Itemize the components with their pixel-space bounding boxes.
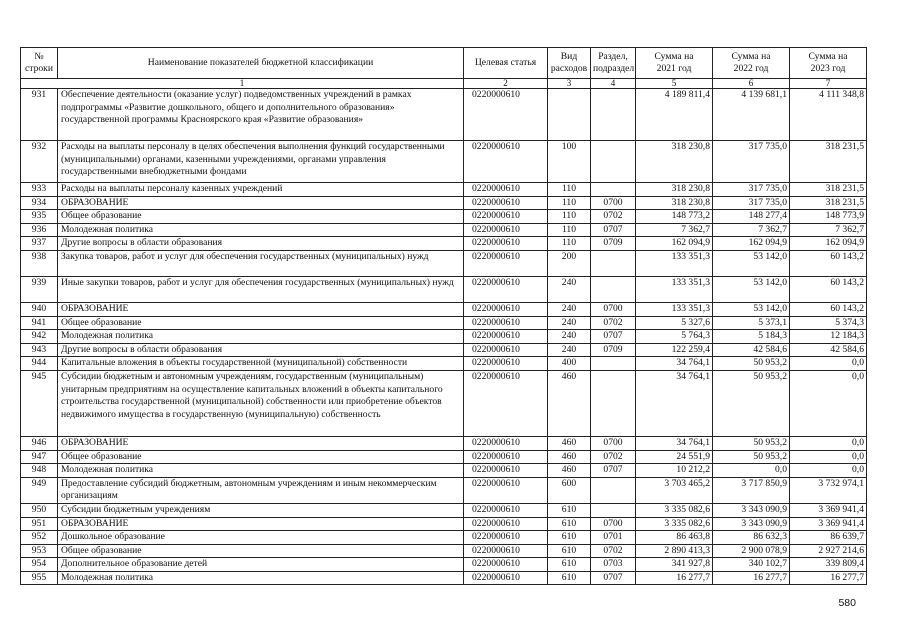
row-section: [591, 89, 636, 141]
row-target-code: 0220000610: [464, 276, 548, 302]
row-section: 0702: [591, 450, 636, 464]
row-number: 931: [21, 89, 58, 141]
row-name: Общее образование: [58, 450, 464, 464]
row-name: Расходы на выплаты персоналу в целях обеспечения выполнения функций государственными (муниципальными) органами, казенными учреждениями, органами управления государственными внебюджетными фондами: [58, 141, 464, 183]
row-expense-type: 200: [548, 250, 591, 276]
row-name: Общее образование: [58, 210, 464, 224]
row-name: Дошкольное образование: [58, 531, 464, 545]
row-section: [591, 276, 636, 302]
row-number: 938: [21, 250, 58, 276]
table-row: [21, 316, 867, 330]
row-sum-2023: 3 369 941,4: [790, 517, 867, 531]
row-expense-type: 600: [548, 477, 591, 503]
row-name: Общее образование: [58, 316, 464, 330]
row-name: Закупка товаров, работ и услуг для обеспечения государственных (муниципальных) нужд: [58, 250, 464, 276]
row-name: Молодежная политика: [58, 223, 464, 237]
table-row: [21, 544, 867, 558]
row-target-code: 0220000610: [464, 477, 548, 503]
row-sum-2021: 3 335 082,6: [636, 503, 713, 517]
row-number: 947: [21, 450, 58, 464]
row-target-code: 0220000610: [464, 250, 548, 276]
row-sum-2021: 7 362,7: [636, 223, 713, 237]
row-sum-2023: 5 374,3: [790, 316, 867, 330]
row-name: Капитальные вложения в объекты государственной (муниципальной) собственности: [58, 357, 464, 371]
row-target-code: 0220000610: [464, 210, 548, 224]
row-sum-2022: 53 142,0: [713, 276, 790, 302]
table-row: [21, 477, 867, 503]
table-row: [21, 210, 867, 224]
row-target-code: 0220000610: [464, 544, 548, 558]
row-section: 0707: [591, 223, 636, 237]
row-sum-2023: 2 927 214,6: [790, 544, 867, 558]
row-name: ОБРАЗОВАНИЕ: [58, 302, 464, 316]
column-index-2: 2: [464, 79, 548, 89]
row-name: ОБРАЗОВАНИЕ: [58, 196, 464, 210]
row-target-code: 0220000610: [464, 571, 548, 585]
row-expense-type: 110: [548, 210, 591, 224]
column-index-1: 1: [21, 79, 464, 89]
table-row: [21, 370, 867, 436]
row-expense-type: 240: [548, 316, 591, 330]
row-target-code: 0220000610: [464, 464, 548, 478]
table-row: [21, 531, 867, 545]
row-name: Молодежная политика: [58, 330, 464, 344]
column-index-6: 6: [713, 79, 790, 89]
row-expense-type: 400: [548, 357, 591, 371]
page-number: 580: [838, 597, 856, 609]
table-row: [21, 223, 867, 237]
row-number: 945: [21, 370, 58, 436]
table-row: [21, 343, 867, 357]
row-sum-2023: 0,0: [790, 436, 867, 450]
row-sum-2023: 0,0: [790, 464, 867, 478]
header-code: Целевая статья: [464, 48, 548, 79]
row-target-code: 0220000610: [464, 196, 548, 210]
row-sum-2021: 5 764,3: [636, 330, 713, 344]
row-sum-2022: 317 735,0: [713, 196, 790, 210]
row-sum-2022: 50 953,2: [713, 370, 790, 436]
header-name: Наименование показателей бюджетной классификации: [58, 48, 464, 79]
row-sum-2021: 5 327,6: [636, 316, 713, 330]
row-sum-2023: 3 369 941,4: [790, 503, 867, 517]
table-row: [21, 196, 867, 210]
row-sum-2021: 86 463,8: [636, 531, 713, 545]
row-sum-2022: 0,0: [713, 464, 790, 478]
row-sum-2021: 3 703 465,2: [636, 477, 713, 503]
budget-table: [20, 47, 867, 585]
row-sum-2021: 34 764,1: [636, 370, 713, 436]
row-section: 0707: [591, 571, 636, 585]
row-number: 954: [21, 558, 58, 572]
row-sum-2022: 53 142,0: [713, 302, 790, 316]
row-sum-2022: 3 343 090,9: [713, 517, 790, 531]
column-index-3: 3: [548, 79, 591, 89]
row-section: [591, 357, 636, 371]
header-sum-2023: Сумма на 2023 год: [790, 48, 867, 79]
row-sum-2023: 318 231,5: [790, 141, 867, 183]
row-target-code: 0220000610: [464, 436, 548, 450]
row-sum-2021: 16 277,7: [636, 571, 713, 585]
row-target-code: 0220000610: [464, 141, 548, 183]
header-type: Вид расходов: [548, 48, 591, 79]
row-sum-2022: 7 362,7: [713, 223, 790, 237]
row-sum-2023: 0,0: [790, 357, 867, 371]
row-target-code: 0220000610: [464, 503, 548, 517]
table-row: [21, 183, 867, 197]
row-expense-type: 460: [548, 436, 591, 450]
row-sum-2023: 7 362,7: [790, 223, 867, 237]
row-target-code: 0220000610: [464, 330, 548, 344]
row-expense-type: 610: [548, 571, 591, 585]
row-expense-type: 610: [548, 558, 591, 572]
row-expense-type: 110: [548, 237, 591, 251]
table-row: [21, 436, 867, 450]
row-sum-2022: 162 094,9: [713, 237, 790, 251]
row-sum-2022: 5 373,1: [713, 316, 790, 330]
row-name: Другие вопросы в области образования: [58, 343, 464, 357]
row-section: 0700: [591, 302, 636, 316]
row-number: 953: [21, 544, 58, 558]
row-target-code: 0220000610: [464, 89, 548, 141]
row-sum-2022: 50 953,2: [713, 436, 790, 450]
table-row: [21, 237, 867, 251]
row-target-code: 0220000610: [464, 370, 548, 436]
row-expense-type: [548, 89, 591, 141]
row-number: 939: [21, 276, 58, 302]
row-section: 0709: [591, 237, 636, 251]
row-sum-2022: 50 953,2: [713, 450, 790, 464]
row-name: Молодежная политика: [58, 464, 464, 478]
row-expense-type: 610: [548, 531, 591, 545]
row-expense-type: 460: [548, 464, 591, 478]
row-sum-2023: 3 732 974,1: [790, 477, 867, 503]
row-target-code: 0220000610: [464, 558, 548, 572]
row-section: 0702: [591, 210, 636, 224]
row-sum-2023: 318 231,5: [790, 183, 867, 197]
row-name: Молодежная политика: [58, 571, 464, 585]
row-sum-2023: 86 639,7: [790, 531, 867, 545]
row-number: 935: [21, 210, 58, 224]
row-section: [591, 141, 636, 183]
row-number: 950: [21, 503, 58, 517]
row-number: 952: [21, 531, 58, 545]
row-sum-2021: 34 764,1: [636, 436, 713, 450]
row-sum-2022: 340 102,7: [713, 558, 790, 572]
row-sum-2023: 42 584,6: [790, 343, 867, 357]
header-row: [21, 48, 867, 79]
row-expense-type: 110: [548, 223, 591, 237]
row-expense-type: 460: [548, 370, 591, 436]
row-sum-2023: 60 143,2: [790, 302, 867, 316]
row-expense-type: 100: [548, 141, 591, 183]
row-number: 941: [21, 316, 58, 330]
row-sum-2022: 53 142,0: [713, 250, 790, 276]
row-sum-2022: 42 584,6: [713, 343, 790, 357]
row-number: 940: [21, 302, 58, 316]
row-name: Иные закупки товаров, работ и услуг для обеспечения государственных (муниципальных) нужд: [58, 276, 464, 302]
table-row: [21, 464, 867, 478]
row-sum-2023: 16 277,7: [790, 571, 867, 585]
row-sum-2021: 318 230,8: [636, 183, 713, 197]
row-sum-2022: 16 277,7: [713, 571, 790, 585]
row-sum-2022: 3 717 850,9: [713, 477, 790, 503]
row-sum-2021: 34 764,1: [636, 357, 713, 371]
row-name: Субсидии бюджетным учреждениям: [58, 503, 464, 517]
row-expense-type: 610: [548, 544, 591, 558]
row-expense-type: 610: [548, 503, 591, 517]
table-row: [21, 89, 867, 141]
row-number: 942: [21, 330, 58, 344]
table-row: [21, 517, 867, 531]
row-section: 0703: [591, 558, 636, 572]
row-name: Расходы на выплаты персоналу казенных учреждений: [58, 183, 464, 197]
table-row: [21, 503, 867, 517]
row-name: Общее образование: [58, 544, 464, 558]
row-sum-2022: 2 900 078,9: [713, 544, 790, 558]
table-row: [21, 357, 867, 371]
row-name: Другие вопросы в области образования: [58, 237, 464, 251]
row-section: 0709: [591, 343, 636, 357]
row-target-code: 0220000610: [464, 357, 548, 371]
row-section: [591, 183, 636, 197]
table-body: [21, 89, 867, 585]
row-number: 948: [21, 464, 58, 478]
row-target-code: 0220000610: [464, 302, 548, 316]
row-sum-2021: 2 890 413,3: [636, 544, 713, 558]
table-row: [21, 250, 867, 276]
row-number: 932: [21, 141, 58, 183]
row-section: [591, 503, 636, 517]
row-name: ОБРАЗОВАНИЕ: [58, 436, 464, 450]
row-sum-2022: 317 735,0: [713, 141, 790, 183]
table-row: [21, 302, 867, 316]
row-target-code: 0220000610: [464, 531, 548, 545]
row-sum-2021: 133 351,3: [636, 276, 713, 302]
row-expense-type: 110: [548, 183, 591, 197]
row-sum-2023: 0,0: [790, 370, 867, 436]
row-sum-2021: 3 335 082,6: [636, 517, 713, 531]
row-sum-2022: 4 139 681,1: [713, 89, 790, 141]
row-number: 943: [21, 343, 58, 357]
row-number: 944: [21, 357, 58, 371]
row-sum-2023: 339 809,4: [790, 558, 867, 572]
row-sum-2021: 318 230,8: [636, 196, 713, 210]
row-sum-2022: 317 735,0: [713, 183, 790, 197]
column-index-4: 4: [591, 79, 636, 89]
row-sum-2021: 10 212,2: [636, 464, 713, 478]
row-number: 946: [21, 436, 58, 450]
row-expense-type: 240: [548, 302, 591, 316]
row-name: Предоставление субсидий бюджетным, автономным учреждениям и иным некоммерческим организациям: [58, 477, 464, 503]
column-index-7: 7: [790, 79, 867, 89]
row-number: 951: [21, 517, 58, 531]
row-section: 0700: [591, 436, 636, 450]
table-row: [21, 141, 867, 183]
header-sum-2021: Сумма на 2021 год: [636, 48, 713, 79]
row-target-code: 0220000610: [464, 517, 548, 531]
row-sum-2021: 24 551,9: [636, 450, 713, 464]
row-sum-2023: 60 143,2: [790, 250, 867, 276]
row-sum-2021: 133 351,3: [636, 302, 713, 316]
row-expense-type: 240: [548, 276, 591, 302]
table-row: [21, 571, 867, 585]
header-sum-2022: Сумма на 2022 год: [713, 48, 790, 79]
row-sum-2021: 148 773,2: [636, 210, 713, 224]
row-sum-2022: 86 632,3: [713, 531, 790, 545]
row-sum-2023: 60 143,2: [790, 276, 867, 302]
row-sum-2021: 133 351,3: [636, 250, 713, 276]
row-number: 955: [21, 571, 58, 585]
row-target-code: 0220000610: [464, 183, 548, 197]
row-number: 936: [21, 223, 58, 237]
row-sum-2023: 318 231,5: [790, 196, 867, 210]
column-index-row: [21, 79, 867, 89]
row-expense-type: 110: [548, 196, 591, 210]
row-sum-2023: 162 094,9: [790, 237, 867, 251]
row-sum-2021: 122 259,4: [636, 343, 713, 357]
row-name: Обеспечение деятельности (оказание услуг) подведомственных учреждений в рамках подпрограммы «Развитие дошкольного, общего и дополнительного образования» государственной программы Красноярского края «Развитие образования»: [58, 89, 464, 141]
table-row: [21, 450, 867, 464]
row-section: 0700: [591, 517, 636, 531]
row-target-code: 0220000610: [464, 343, 548, 357]
row-expense-type: 240: [548, 330, 591, 344]
row-name: Дополнительное образование детей: [58, 558, 464, 572]
table-row: [21, 558, 867, 572]
row-section: 0701: [591, 531, 636, 545]
row-sum-2021: 4 189 811,4: [636, 89, 713, 141]
row-expense-type: 610: [548, 517, 591, 531]
table-row: [21, 276, 867, 302]
row-section: [591, 250, 636, 276]
row-section: 0707: [591, 330, 636, 344]
row-target-code: 0220000610: [464, 223, 548, 237]
row-name: Субсидии бюджетным и автономным учреждениям, государственным (муниципальным) унитарным предприятиям на осуществление капитальных вложений в объекты капитального строительства государственной (муниципальной) собственности или приобретение объектов недвижимого имущества в государственную (муниципальную) собственность: [58, 370, 464, 436]
row-expense-type: 240: [548, 343, 591, 357]
row-sum-2023: 12 184,3: [790, 330, 867, 344]
table-row: [21, 330, 867, 344]
row-sum-2022: 3 343 090,9: [713, 503, 790, 517]
row-number: 934: [21, 196, 58, 210]
row-number: 949: [21, 477, 58, 503]
row-section: 0707: [591, 464, 636, 478]
header-num: № строки: [21, 48, 58, 79]
row-target-code: 0220000610: [464, 316, 548, 330]
row-sum-2021: 162 094,9: [636, 237, 713, 251]
row-number: 937: [21, 237, 58, 251]
row-expense-type: 460: [548, 450, 591, 464]
column-index-5: 5: [636, 79, 713, 89]
row-section: 0702: [591, 544, 636, 558]
row-section: 0700: [591, 196, 636, 210]
row-sum-2023: 0,0: [790, 450, 867, 464]
row-sum-2023: 148 773,9: [790, 210, 867, 224]
row-number: 933: [21, 183, 58, 197]
row-sum-2021: 318 230,8: [636, 141, 713, 183]
row-sum-2021: 341 927,8: [636, 558, 713, 572]
row-sum-2022: 148 277,4: [713, 210, 790, 224]
row-section: 0702: [591, 316, 636, 330]
header-section: Раздел, подраздел: [591, 48, 636, 79]
row-sum-2023: 4 111 348,8: [790, 89, 867, 141]
row-section: [591, 370, 636, 436]
row-target-code: 0220000610: [464, 450, 548, 464]
row-sum-2022: 5 184,3: [713, 330, 790, 344]
row-target-code: 0220000610: [464, 237, 548, 251]
row-sum-2022: 50 953,2: [713, 357, 790, 371]
row-section: [591, 477, 636, 503]
row-name: ОБРАЗОВАНИЕ: [58, 517, 464, 531]
